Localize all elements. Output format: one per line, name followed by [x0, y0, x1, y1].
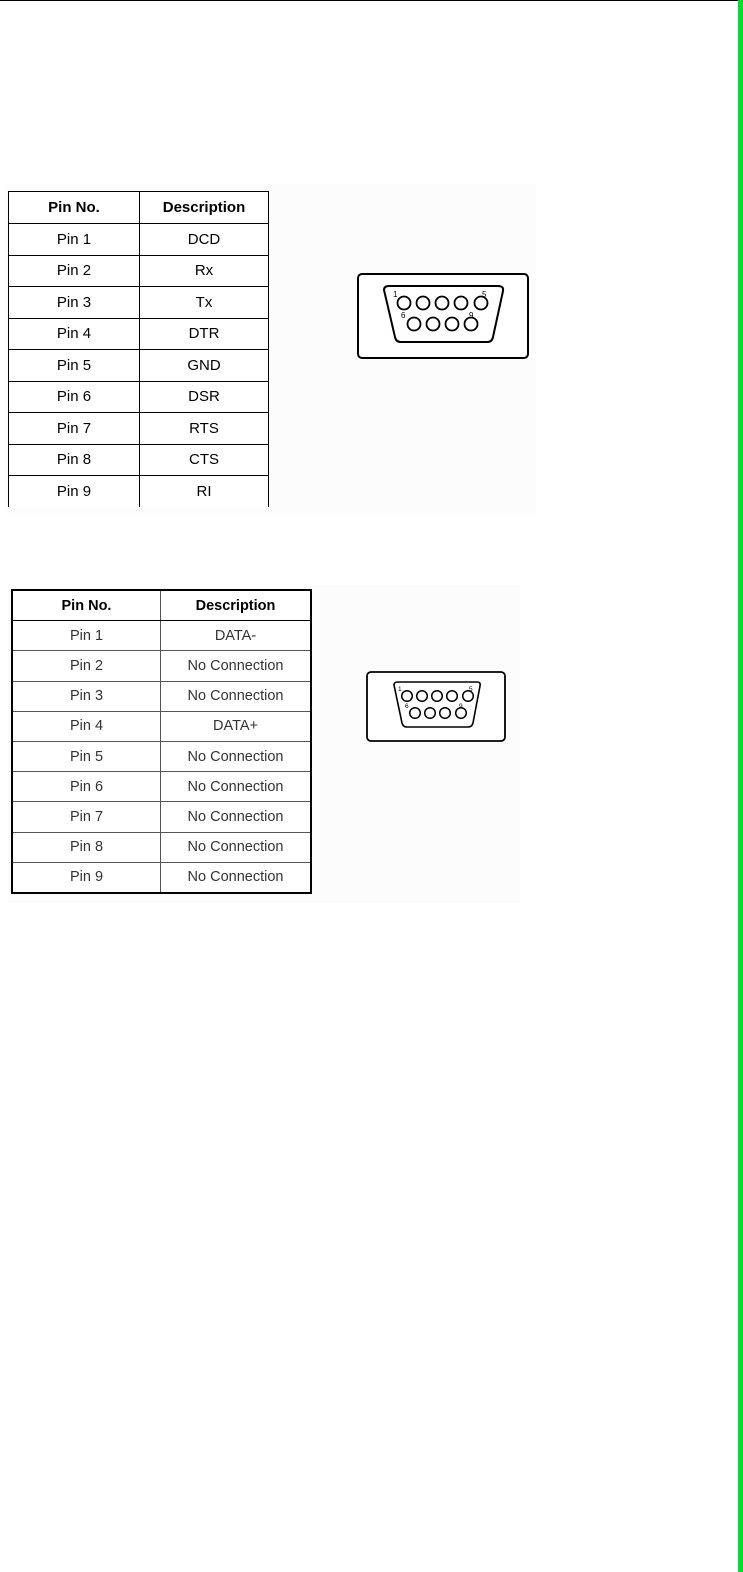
pin-cell: Pin 5	[13, 741, 161, 771]
db9-connector-icon	[365, 670, 510, 746]
pin-cell: Pin 6	[9, 381, 140, 413]
table-header-row	[9, 192, 269, 224]
pin-label: 6	[405, 703, 409, 710]
header-description: Description	[140, 192, 269, 224]
header-description: Description	[161, 591, 311, 621]
table-row	[9, 413, 269, 445]
pin-label: 1	[393, 290, 398, 299]
table-row	[13, 621, 311, 651]
pin-cell: Pin 9	[9, 476, 140, 507]
description-cell: DATA-	[161, 621, 311, 651]
pin-cell: Pin 1	[9, 224, 140, 256]
description-cell: No Connection	[161, 741, 311, 771]
pin-label: 5	[469, 686, 473, 693]
description-cell: DSR	[140, 381, 269, 413]
table-header-row	[13, 591, 311, 621]
description-cell: Rx	[140, 255, 269, 287]
table-row	[13, 802, 311, 832]
table-row	[13, 832, 311, 862]
description-cell: RI	[140, 476, 269, 507]
pin-label: 9	[459, 703, 463, 710]
pin-label: 9	[469, 311, 474, 320]
description-cell: RTS	[140, 413, 269, 445]
pin-cell: Pin 6	[13, 772, 161, 802]
pin-cell: Pin 4	[13, 711, 161, 741]
com-port-pinout-figure	[6, 184, 536, 513]
pin-cell: Pin 1	[13, 621, 161, 651]
pin-cell: Pin 7	[9, 413, 140, 445]
description-cell: DATA+	[161, 711, 311, 741]
top-rule	[0, 0, 738, 1]
description-cell: DCD	[140, 224, 269, 256]
pin-cell: Pin 2	[9, 255, 140, 287]
pin-cell: Pin 8	[13, 832, 161, 862]
table-row	[9, 381, 269, 413]
table-row	[13, 772, 311, 802]
description-cell: No Connection	[161, 651, 311, 681]
com-pin-table	[8, 191, 269, 507]
pin-cell: Pin 7	[13, 802, 161, 832]
data-port-pinout-figure	[8, 585, 520, 903]
table-row	[13, 862, 311, 892]
description-cell: No Connection	[161, 802, 311, 832]
header-pin-no: Pin No.	[13, 591, 161, 621]
description-cell: GND	[140, 350, 269, 382]
description-cell: CTS	[140, 444, 269, 476]
description-cell: No Connection	[161, 681, 311, 711]
pin-cell: Pin 5	[9, 350, 140, 382]
table-row	[13, 681, 311, 711]
pin-label: 6	[401, 311, 406, 320]
pin-label: 1	[398, 686, 402, 693]
description-cell: Tx	[140, 287, 269, 319]
pin-cell: Pin 9	[13, 862, 161, 892]
table-row	[13, 741, 311, 771]
pin-cell: Pin 4	[9, 318, 140, 350]
pin-cell: Pin 3	[13, 681, 161, 711]
table-row	[9, 476, 269, 507]
table-row	[9, 224, 269, 256]
pin-cell: Pin 8	[9, 444, 140, 476]
data-pin-table	[12, 590, 311, 893]
description-cell: DTR	[140, 318, 269, 350]
table-row	[9, 255, 269, 287]
table-row	[9, 444, 269, 476]
table-row	[9, 318, 269, 350]
pin-cell: Pin 2	[13, 651, 161, 681]
db9-connector-icon	[356, 272, 536, 364]
table-row	[9, 287, 269, 319]
table-row	[9, 350, 269, 382]
header-pin-no: Pin No.	[9, 192, 140, 224]
description-cell: No Connection	[161, 832, 311, 862]
description-cell: No Connection	[161, 772, 311, 802]
pin-label: 5	[482, 290, 487, 299]
description-cell: No Connection	[161, 862, 311, 892]
pin-cell: Pin 3	[9, 287, 140, 319]
side-accent-bar	[738, 0, 743, 1572]
table-row	[13, 651, 311, 681]
table-row	[13, 711, 311, 741]
